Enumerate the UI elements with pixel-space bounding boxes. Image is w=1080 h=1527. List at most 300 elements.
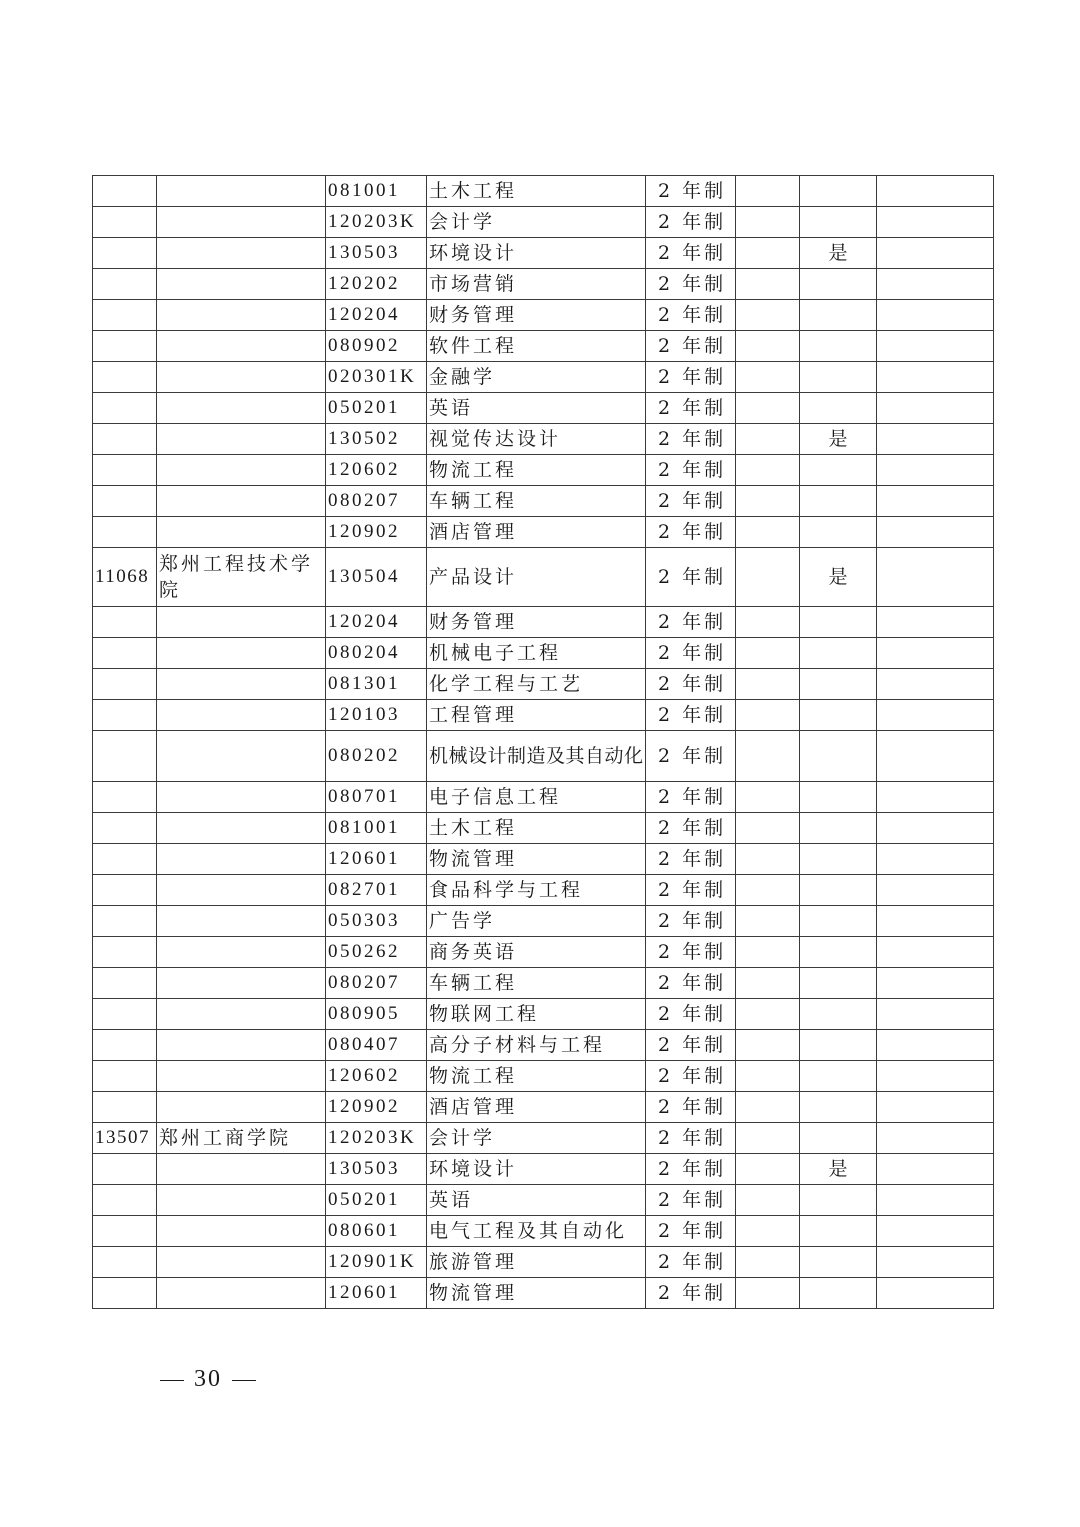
duration-cell: 2 年制 — [646, 486, 736, 517]
school-name-cell — [157, 1061, 326, 1092]
school-code-cell — [93, 331, 157, 362]
duration-cell: 2 年制 — [646, 455, 736, 486]
major-name-cell: 电子信息工程 — [427, 782, 646, 813]
school-name-cell — [157, 1185, 326, 1216]
table-row — [93, 999, 994, 1030]
column-6-cell — [736, 1278, 800, 1309]
column-8-cell — [877, 1092, 994, 1123]
column-7-cell — [800, 638, 877, 669]
column-7-cell — [800, 906, 877, 937]
school-name-cell — [157, 455, 326, 486]
major-code-cell: 080902 — [326, 331, 427, 362]
major-code-cell: 120902 — [326, 1092, 427, 1123]
school-name-cell — [157, 207, 326, 238]
school-name-cell — [157, 176, 326, 207]
column-6-cell — [736, 1123, 800, 1154]
table-row — [93, 176, 994, 207]
column-6-cell — [736, 607, 800, 638]
duration-cell: 2 年制 — [646, 844, 736, 875]
duration-cell: 2 年制 — [646, 1278, 736, 1309]
table-row — [93, 1216, 994, 1247]
major-name-cell: 物流管理 — [427, 1278, 646, 1309]
column-6-cell — [736, 331, 800, 362]
duration-cell: 2 年制 — [646, 300, 736, 331]
table-row — [93, 1092, 994, 1123]
duration-cell: 2 年制 — [646, 1030, 736, 1061]
school-name-cell — [157, 424, 326, 455]
column-6-cell — [736, 906, 800, 937]
column-7-cell — [800, 1030, 877, 1061]
table-row — [93, 424, 994, 455]
table-row — [93, 937, 994, 968]
major-code-cell: 050262 — [326, 937, 427, 968]
major-code-cell: 120602 — [326, 455, 427, 486]
school-code-cell — [93, 669, 157, 700]
major-name-cell: 市场营销 — [427, 269, 646, 300]
column-8-cell — [877, 999, 994, 1030]
major-code-cell: 050303 — [326, 906, 427, 937]
major-name-cell: 物流工程 — [427, 1061, 646, 1092]
major-name-cell: 物流工程 — [427, 455, 646, 486]
column-8-cell — [877, 731, 994, 782]
school-name-cell — [157, 393, 326, 424]
column-7-cell — [800, 207, 877, 238]
column-8-cell — [877, 782, 994, 813]
major-name-cell: 工程管理 — [427, 700, 646, 731]
school-name-cell — [157, 875, 326, 906]
school-code-cell — [93, 1092, 157, 1123]
duration-cell: 2 年制 — [646, 968, 736, 999]
table-row — [93, 238, 994, 269]
column-6-cell — [736, 638, 800, 669]
major-code-cell: 082701 — [326, 875, 427, 906]
duration-cell: 2 年制 — [646, 1185, 736, 1216]
school-name-cell — [157, 238, 326, 269]
school-name-cell — [157, 844, 326, 875]
school-name-cell — [157, 1216, 326, 1247]
table-row — [93, 1185, 994, 1216]
column-6-cell — [736, 1092, 800, 1123]
school-name-cell — [157, 782, 326, 813]
school-code-cell — [93, 300, 157, 331]
duration-cell: 2 年制 — [646, 638, 736, 669]
major-name-cell: 物流管理 — [427, 844, 646, 875]
major-code-cell: 080204 — [326, 638, 427, 669]
column-7-cell — [800, 813, 877, 844]
table-row — [93, 207, 994, 238]
major-code-cell: 080202 — [326, 731, 427, 782]
column-8-cell — [877, 455, 994, 486]
school-name-cell — [157, 813, 326, 844]
duration-cell: 2 年制 — [646, 238, 736, 269]
duration-cell: 2 年制 — [646, 269, 736, 300]
school-code-cell — [93, 782, 157, 813]
school-code-cell — [93, 238, 157, 269]
table-row — [93, 700, 994, 731]
school-code-cell — [93, 1247, 157, 1278]
major-code-cell: 080905 — [326, 999, 427, 1030]
major-name-cell: 酒店管理 — [427, 1092, 646, 1123]
column-6-cell — [736, 393, 800, 424]
major-name-cell: 会计学 — [427, 207, 646, 238]
major-code-cell: 050201 — [326, 393, 427, 424]
column-7-cell — [800, 968, 877, 999]
column-7-cell — [800, 999, 877, 1030]
duration-cell: 2 年制 — [646, 1154, 736, 1185]
column-6-cell — [736, 455, 800, 486]
major-code-cell: 120602 — [326, 1061, 427, 1092]
column-7-cell — [800, 844, 877, 875]
duration-cell: 2 年制 — [646, 875, 736, 906]
table-row — [93, 1030, 994, 1061]
duration-cell: 2 年制 — [646, 813, 736, 844]
column-6-cell — [736, 176, 800, 207]
duration-cell: 2 年制 — [646, 331, 736, 362]
school-name-cell — [157, 638, 326, 669]
major-name-cell: 电气工程及其自动化 — [427, 1216, 646, 1247]
column-8-cell — [877, 669, 994, 700]
major-name-cell: 高分子材料与工程 — [427, 1030, 646, 1061]
majors-table — [92, 175, 994, 1309]
column-6-cell — [736, 486, 800, 517]
column-7-cell — [800, 669, 877, 700]
column-6-cell — [736, 968, 800, 999]
column-6-cell — [736, 844, 800, 875]
column-6-cell — [736, 424, 800, 455]
column-8-cell — [877, 1030, 994, 1061]
column-8-cell — [877, 813, 994, 844]
duration-cell: 2 年制 — [646, 999, 736, 1030]
school-name-cell — [157, 1247, 326, 1278]
column-7-cell — [800, 1061, 877, 1092]
column-6-cell — [736, 300, 800, 331]
table-row — [93, 813, 994, 844]
table-row — [93, 875, 994, 906]
major-code-cell: 080207 — [326, 486, 427, 517]
major-code-cell: 120203K — [326, 207, 427, 238]
column-7-cell: 是 — [800, 238, 877, 269]
major-code-cell: 130502 — [326, 424, 427, 455]
major-code-cell: 080701 — [326, 782, 427, 813]
column-8-cell — [877, 238, 994, 269]
column-7-cell — [800, 1123, 877, 1154]
school-name-cell: 郑州工程技术学院 — [157, 548, 326, 607]
major-name-cell: 化学工程与工艺 — [427, 669, 646, 700]
table-body — [93, 176, 994, 1309]
school-name-cell — [157, 607, 326, 638]
school-code-cell — [93, 1030, 157, 1061]
major-name-cell: 环境设计 — [427, 238, 646, 269]
column-6-cell — [736, 669, 800, 700]
column-8-cell — [877, 1123, 994, 1154]
table-row — [93, 844, 994, 875]
table-row — [93, 548, 994, 607]
column-8-cell — [877, 844, 994, 875]
duration-cell: 2 年制 — [646, 362, 736, 393]
school-code-cell: 11068 — [93, 548, 157, 607]
school-name-cell — [157, 700, 326, 731]
table-row — [93, 455, 994, 486]
major-code-cell: 020301K — [326, 362, 427, 393]
major-code-cell: 120902 — [326, 517, 427, 548]
major-code-cell: 130503 — [326, 238, 427, 269]
column-6-cell — [736, 875, 800, 906]
major-code-cell: 120601 — [326, 1278, 427, 1309]
duration-cell: 2 年制 — [646, 207, 736, 238]
school-code-cell — [93, 486, 157, 517]
table-row — [93, 1247, 994, 1278]
column-7-cell — [800, 269, 877, 300]
duration-cell: 2 年制 — [646, 393, 736, 424]
school-code-cell — [93, 176, 157, 207]
major-code-cell: 120203K — [326, 1123, 427, 1154]
column-8-cell — [877, 517, 994, 548]
column-8-cell — [877, 486, 994, 517]
column-7-cell — [800, 731, 877, 782]
school-name-cell — [157, 1030, 326, 1061]
school-code-cell — [93, 813, 157, 844]
column-8-cell — [877, 607, 994, 638]
column-6-cell — [736, 548, 800, 607]
school-name-cell — [157, 968, 326, 999]
footer-dash-right — [232, 1380, 256, 1382]
school-code-cell — [93, 455, 157, 486]
major-code-cell: 120202 — [326, 269, 427, 300]
major-name-cell: 产品设计 — [427, 548, 646, 607]
duration-cell: 2 年制 — [646, 669, 736, 700]
column-6-cell — [736, 731, 800, 782]
school-name-cell — [157, 1154, 326, 1185]
column-7-cell — [800, 607, 877, 638]
school-code-cell — [93, 1061, 157, 1092]
column-6-cell — [736, 1061, 800, 1092]
table-row — [93, 1061, 994, 1092]
page-footer — [150, 1366, 266, 1393]
school-name-cell — [157, 300, 326, 331]
table-row — [93, 968, 994, 999]
major-name-cell: 车辆工程 — [427, 968, 646, 999]
column-8-cell — [877, 207, 994, 238]
major-code-cell: 120601 — [326, 844, 427, 875]
column-8-cell — [877, 362, 994, 393]
school-code-cell — [93, 999, 157, 1030]
column-7-cell — [800, 782, 877, 813]
table-row — [93, 782, 994, 813]
table-row — [93, 906, 994, 937]
major-name-cell: 机械设计制造及其自动化 — [427, 731, 646, 782]
table-row — [93, 362, 994, 393]
school-code-cell — [93, 1185, 157, 1216]
school-code-cell — [93, 875, 157, 906]
duration-cell: 2 年制 — [646, 548, 736, 607]
column-7-cell — [800, 393, 877, 424]
major-name-cell: 车辆工程 — [427, 486, 646, 517]
column-8-cell — [877, 1278, 994, 1309]
column-8-cell — [877, 300, 994, 331]
duration-cell: 2 年制 — [646, 424, 736, 455]
column-8-cell — [877, 906, 994, 937]
major-name-cell: 土木工程 — [427, 176, 646, 207]
column-8-cell — [877, 269, 994, 300]
school-code-cell: 13507 — [93, 1123, 157, 1154]
school-code-cell — [93, 207, 157, 238]
column-8-cell — [877, 1216, 994, 1247]
table-row — [93, 607, 994, 638]
major-name-cell: 酒店管理 — [427, 517, 646, 548]
duration-cell: 2 年制 — [646, 1123, 736, 1154]
major-code-cell: 130504 — [326, 548, 427, 607]
column-7-cell — [800, 1278, 877, 1309]
column-8-cell — [877, 393, 994, 424]
column-7-cell — [800, 875, 877, 906]
major-code-cell: 081301 — [326, 669, 427, 700]
school-name-cell — [157, 362, 326, 393]
school-code-cell — [93, 700, 157, 731]
column-6-cell — [736, 1185, 800, 1216]
column-7-cell — [800, 486, 877, 517]
table-row — [93, 1123, 994, 1154]
column-6-cell — [736, 1154, 800, 1185]
major-name-cell: 财务管理 — [427, 300, 646, 331]
column-8-cell — [877, 638, 994, 669]
table-row — [93, 300, 994, 331]
column-7-cell: 是 — [800, 1154, 877, 1185]
column-7-cell — [800, 362, 877, 393]
duration-cell: 2 年制 — [646, 731, 736, 782]
major-name-cell: 环境设计 — [427, 1154, 646, 1185]
table-row — [93, 1278, 994, 1309]
major-code-cell: 120901K — [326, 1247, 427, 1278]
major-name-cell: 机械电子工程 — [427, 638, 646, 669]
school-code-cell — [93, 517, 157, 548]
column-6-cell — [736, 700, 800, 731]
column-6-cell — [736, 1216, 800, 1247]
column-7-cell — [800, 1092, 877, 1123]
major-code-cell: 081001 — [326, 813, 427, 844]
school-code-cell — [93, 607, 157, 638]
column-6-cell — [736, 937, 800, 968]
major-name-cell: 商务英语 — [427, 937, 646, 968]
major-name-cell: 物联网工程 — [427, 999, 646, 1030]
column-7-cell — [800, 517, 877, 548]
major-name-cell: 金融学 — [427, 362, 646, 393]
major-code-cell: 081001 — [326, 176, 427, 207]
major-code-cell: 120103 — [326, 700, 427, 731]
column-7-cell — [800, 937, 877, 968]
school-name-cell — [157, 906, 326, 937]
column-8-cell — [877, 176, 994, 207]
school-name-cell — [157, 937, 326, 968]
school-code-cell — [93, 362, 157, 393]
table-row — [93, 486, 994, 517]
school-code-cell — [93, 968, 157, 999]
column-7-cell: 是 — [800, 424, 877, 455]
school-code-cell — [93, 844, 157, 875]
duration-cell: 2 年制 — [646, 1092, 736, 1123]
major-code-cell: 120204 — [326, 607, 427, 638]
column-6-cell — [736, 362, 800, 393]
table-row — [93, 393, 994, 424]
duration-cell: 2 年制 — [646, 1216, 736, 1247]
duration-cell: 2 年制 — [646, 782, 736, 813]
table-row — [93, 331, 994, 362]
column-8-cell — [877, 1154, 994, 1185]
column-8-cell — [877, 331, 994, 362]
column-7-cell — [800, 176, 877, 207]
school-code-cell — [93, 1154, 157, 1185]
school-code-cell — [93, 424, 157, 455]
column-6-cell — [736, 517, 800, 548]
column-6-cell — [736, 999, 800, 1030]
major-name-cell: 旅游管理 — [427, 1247, 646, 1278]
duration-cell: 2 年制 — [646, 700, 736, 731]
column-8-cell — [877, 1247, 994, 1278]
major-code-cell: 130503 — [326, 1154, 427, 1185]
school-code-cell — [93, 393, 157, 424]
column-6-cell — [736, 782, 800, 813]
school-name-cell — [157, 269, 326, 300]
school-name-cell — [157, 1092, 326, 1123]
column-7-cell — [800, 1185, 877, 1216]
major-name-cell: 视觉传达设计 — [427, 424, 646, 455]
school-name-cell — [157, 1278, 326, 1309]
school-name-cell: 郑州工商学院 — [157, 1123, 326, 1154]
school-code-cell — [93, 937, 157, 968]
column-6-cell — [736, 1247, 800, 1278]
major-name-cell: 食品科学与工程 — [427, 875, 646, 906]
column-7-cell — [800, 1247, 877, 1278]
column-8-cell — [877, 700, 994, 731]
major-code-cell: 080207 — [326, 968, 427, 999]
major-name-cell: 会计学 — [427, 1123, 646, 1154]
column-8-cell — [877, 968, 994, 999]
column-7-cell — [800, 700, 877, 731]
table-row — [93, 731, 994, 782]
school-name-cell — [157, 669, 326, 700]
column-8-cell — [877, 937, 994, 968]
column-6-cell — [736, 269, 800, 300]
school-name-cell — [157, 731, 326, 782]
table-row — [93, 669, 994, 700]
school-code-cell — [93, 906, 157, 937]
column-8-cell — [877, 1061, 994, 1092]
column-6-cell — [736, 207, 800, 238]
school-code-cell — [93, 1278, 157, 1309]
column-7-cell — [800, 1216, 877, 1247]
duration-cell: 2 年制 — [646, 607, 736, 638]
column-6-cell — [736, 1030, 800, 1061]
duration-cell: 2 年制 — [646, 176, 736, 207]
column-8-cell — [877, 1185, 994, 1216]
duration-cell: 2 年制 — [646, 937, 736, 968]
column-6-cell — [736, 238, 800, 269]
major-name-cell: 广告学 — [427, 906, 646, 937]
column-7-cell: 是 — [800, 548, 877, 607]
column-8-cell — [877, 875, 994, 906]
major-name-cell: 土木工程 — [427, 813, 646, 844]
column-8-cell — [877, 424, 994, 455]
table-row — [93, 638, 994, 669]
duration-cell: 2 年制 — [646, 517, 736, 548]
column-6-cell — [736, 813, 800, 844]
school-name-cell — [157, 486, 326, 517]
major-code-cell: 050201 — [326, 1185, 427, 1216]
major-name-cell: 英语 — [427, 1185, 646, 1216]
major-name-cell: 财务管理 — [427, 607, 646, 638]
duration-cell: 2 年制 — [646, 906, 736, 937]
major-code-cell: 080601 — [326, 1216, 427, 1247]
duration-cell: 2 年制 — [646, 1061, 736, 1092]
